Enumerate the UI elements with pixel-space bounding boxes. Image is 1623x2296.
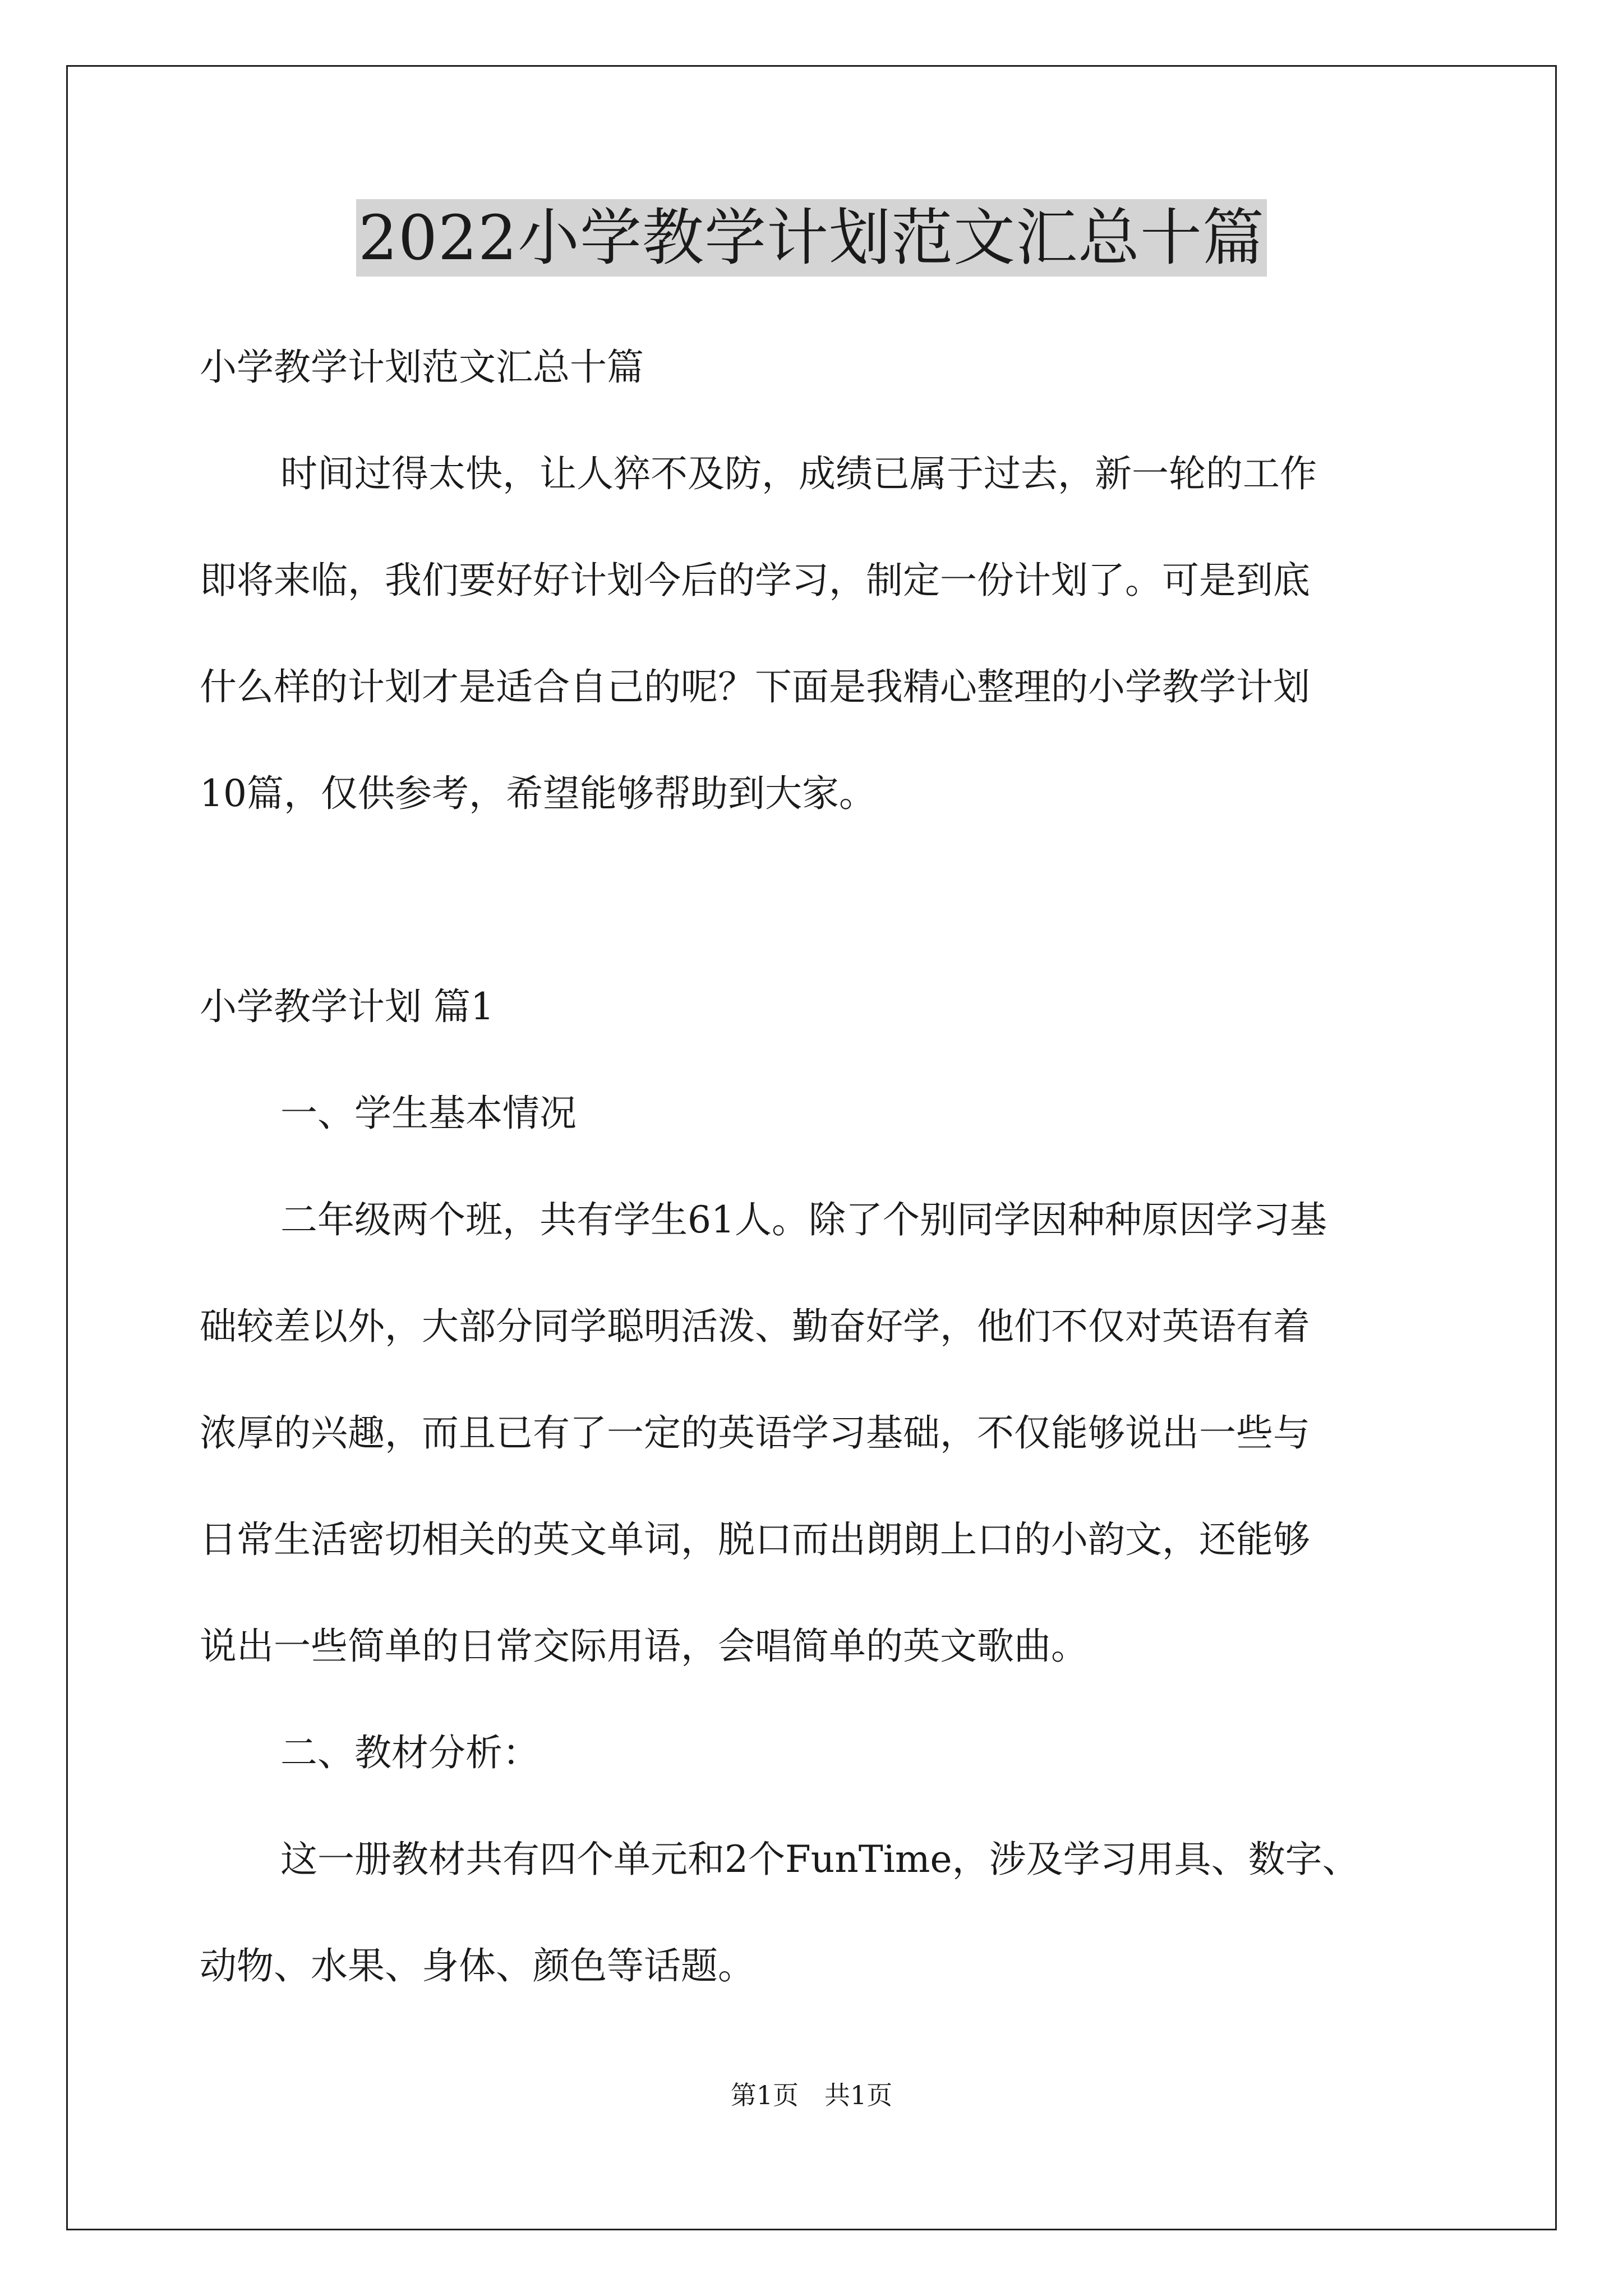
page-number: 第1页 共1页: [730, 2080, 893, 2110]
paragraph-line: 什么样的计划才是适合自己的呢？下面是我精心整理的小学教学计划: [200, 665, 1310, 708]
paragraph-line: 即将来临，我们要好好计划今后的学习，制定一份计划了。可是到底: [200, 559, 1310, 602]
subsection-heading: 一、学生基本情况: [280, 1092, 577, 1135]
paragraph-line: 这一册教材共有四个单元和2个FunTime，涉及学习用具、数字、: [280, 1838, 1359, 1881]
subtitle-line: 小学教学计划范文汇总十篇: [200, 346, 644, 389]
paragraph-line: 动物、水果、身体、颜色等话题。: [200, 1944, 755, 1987]
blank-line: [200, 847, 1428, 954]
paragraph-line: 时间过得太快，让人猝不及防，成绩已属于过去，新一轮的工作: [280, 452, 1317, 495]
paragraph-line: 说出一些简单的日常交际用语，会唱简单的英文歌曲。: [200, 1625, 1088, 1668]
page-footer: [0, 2078, 1623, 2112]
paragraph-line: 二年级两个班，共有学生61人。除了个别同学因种种原因学习基: [280, 1198, 1327, 1241]
document-title: 2022小学教学计划范文汇总十篇: [356, 199, 1267, 277]
paragraph-line: 日常生活密切相关的英文单词，脱口而出朗朗上口的小韵文，还能够: [200, 1518, 1310, 1561]
subsection-heading: 二、教材分析：: [280, 1731, 540, 1774]
paragraph-line: 础较差以外，大部分同学聪明活泼、勤奋好学，他们不仅对英语有着: [200, 1305, 1310, 1348]
paragraph-line: 浓厚的兴趣，而且已有了一定的英语学习基础，不仅能够说出一些与: [200, 1411, 1310, 1455]
document-body: [200, 314, 1428, 2019]
section-heading: 小学教学计划 篇1: [200, 985, 494, 1028]
title-container: [0, 199, 1623, 277]
paragraph-line: 10篇，仅供参考，希望能够帮助到大家。: [200, 772, 876, 815]
